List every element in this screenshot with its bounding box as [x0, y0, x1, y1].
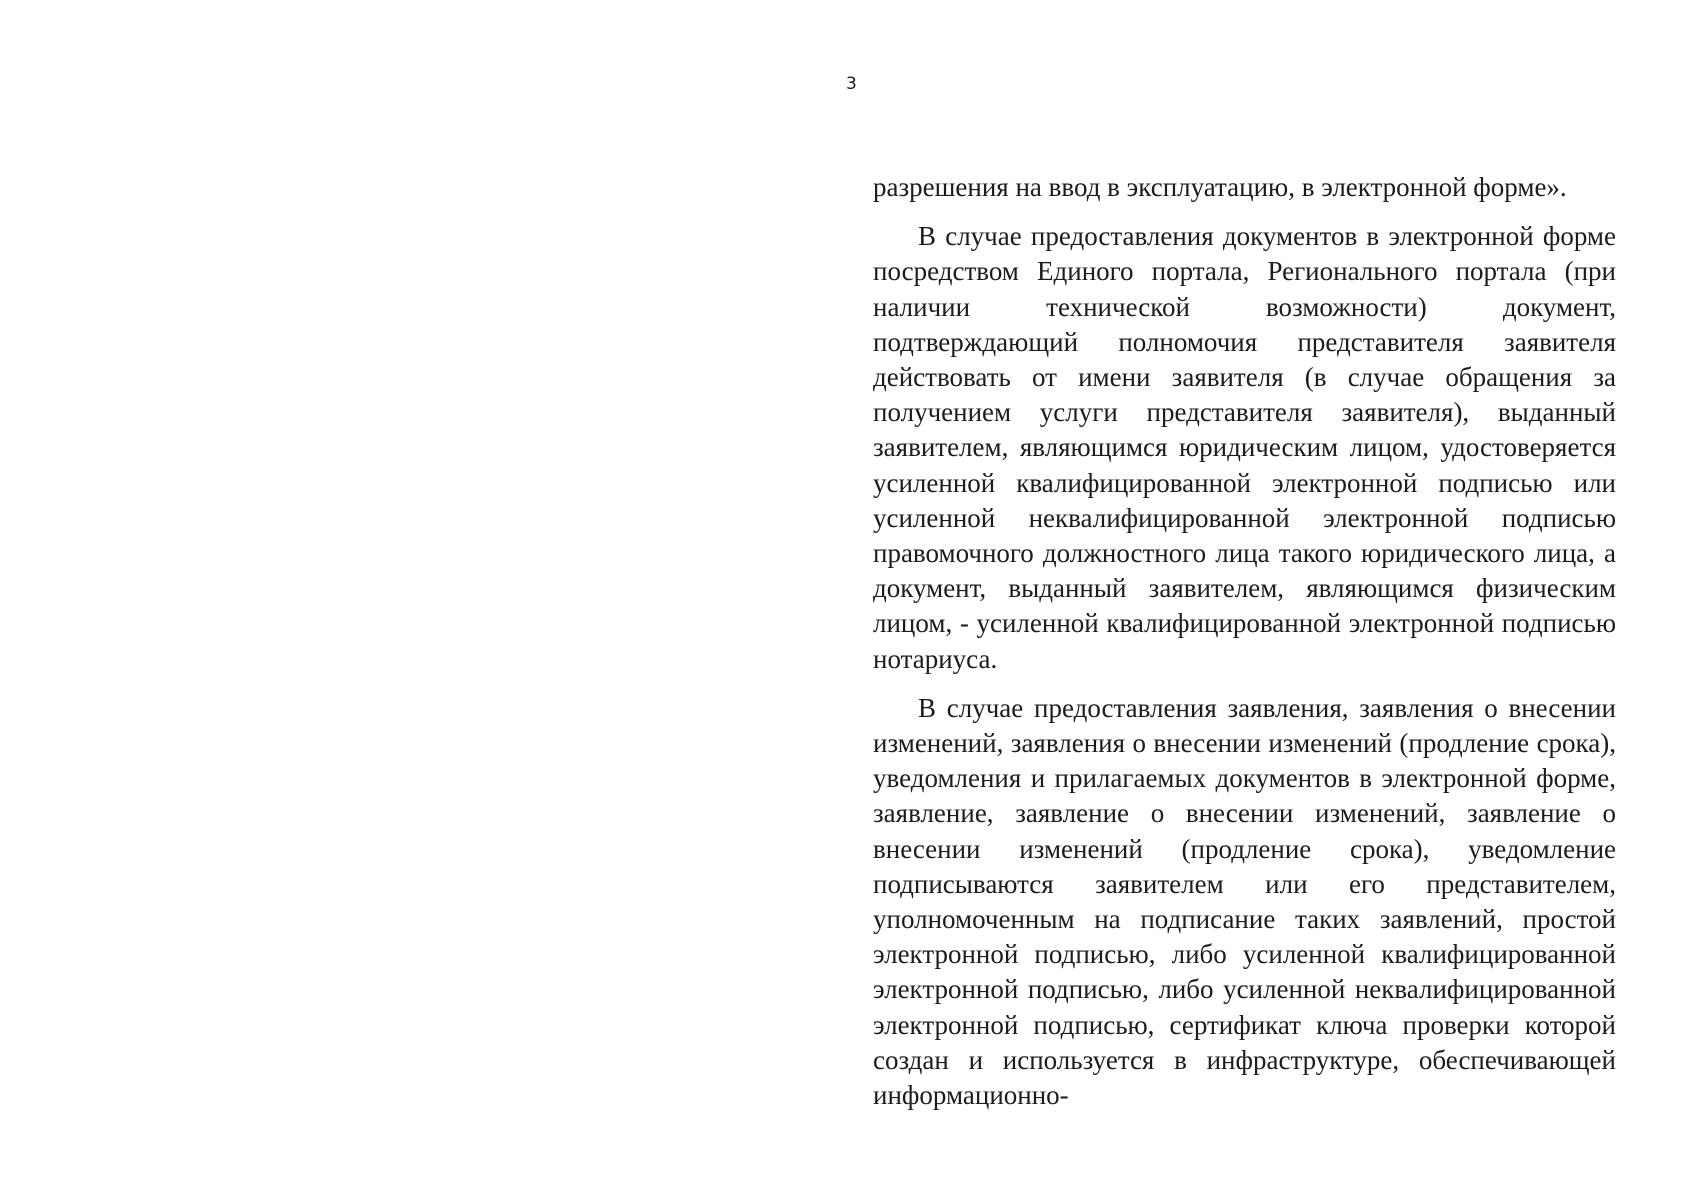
- paragraph-continuation: разрешения на ввод в эксплуатацию, в электронной форме».: [873, 172, 1567, 202]
- text-column: [873, 170, 1616, 1113]
- paragraph-application-signing: В случае предоставления заявления, заявления о внесении изменений, заявления о внесении изменений (продление срока), уведомления и прилагаемых документов в электронной форме, заявление, заявление о внесении изменений, заявление о внесении изменений (продление срока), уведомление подписываются заявителем или его представителем, уполномоченным на подписание таких заявлений, простой электронной подписью, либо усиленной квалифицированной электронной подписью, либо усиленной неквалифицированной электронной подписью, сертификат ключа проверки которой создан и используется в инфраструктуре, обеспечивающей информационно-: [873, 692, 1616, 1111]
- page-number: 3: [846, 74, 857, 94]
- paragraph-electronic-documents: В случае предоставления документов в электронной форме посредством Единого портала, Регионального портала (при наличии технической возможности) документ, подтверждающий полномочия представителя заявителя действовать от имени заявителя (в случае обращения за получением услуги представителя заявителя), выданный заявителем, являющимся юридическим лицом, удостоверяется усиленной квалифицированной электронной подписью или усиленной неквалифицированной электронной подписью правомочного должностного лица такого юридического лица, а документ, выданный заявителем, являющимся физическим лицом, - усиленной квалифицированной электронной подписью нотариуса.: [873, 221, 1616, 674]
